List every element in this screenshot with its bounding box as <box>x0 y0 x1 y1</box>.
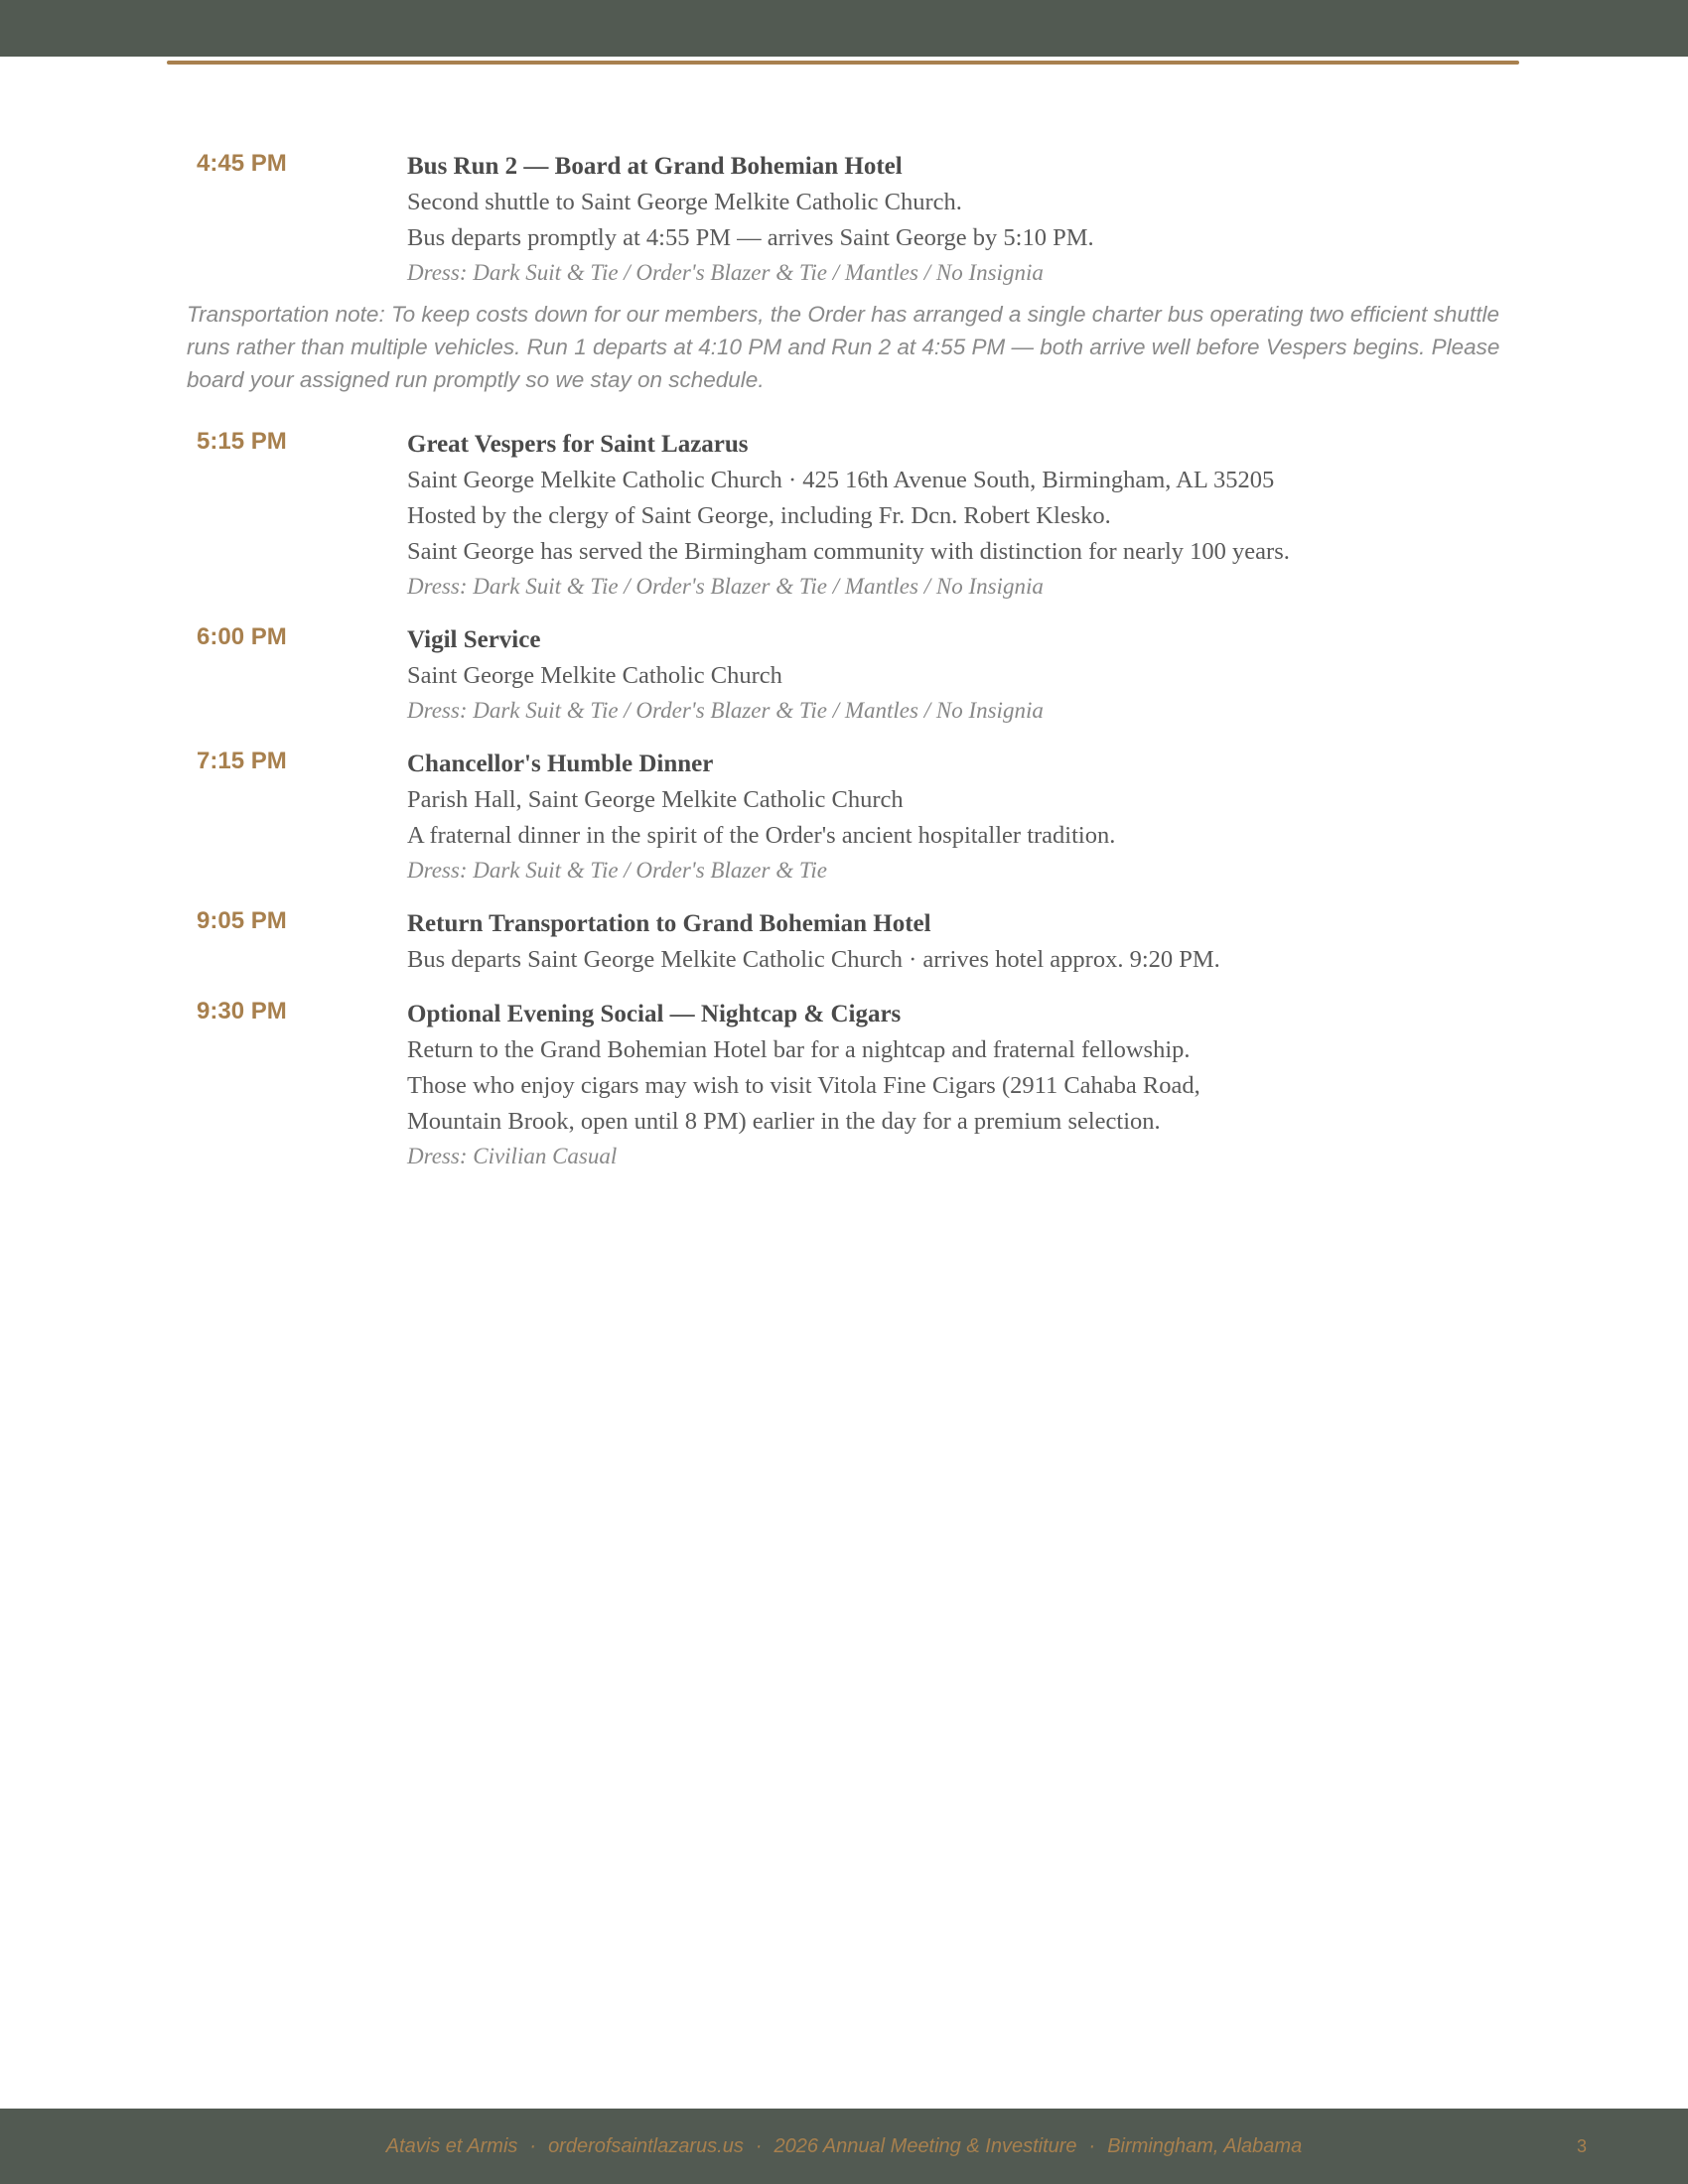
event-time: 5:15 PM <box>197 428 287 455</box>
event-time: 6:00 PM <box>197 623 287 650</box>
event-line: Second shuttle to Saint George Melkite Catholic Church. <box>407 189 962 215</box>
event-title: Great Vespers for Saint Lazarus <box>407 431 749 458</box>
event-title: Return Transportation to Grand Bohemian Hotel <box>407 910 931 937</box>
footer-event-name: 2026 Annual Meeting & Investiture <box>774 2134 1077 2157</box>
page-number: 3 <box>1577 2135 1588 2156</box>
event-details <box>407 427 1549 604</box>
footer-location: Birmingham, Alabama <box>1107 2134 1303 2157</box>
event-dress-code: Dress: Civilian Casual <box>407 1144 618 1168</box>
event-line: Saint George Melkite Catholic Church · 425 16th Avenue South, Birmingham, AL 35205 <box>407 467 1275 493</box>
event-title: Vigil Service <box>407 626 541 653</box>
event-line: Bus departs promptly at 4:55 PM — arrives Saint George by 5:10 PM. <box>407 224 1094 251</box>
header-band <box>0 0 1688 57</box>
event-title: Optional Evening Social — Nightcap & Cigars <box>407 1001 902 1027</box>
event-time: 9:30 PM <box>197 998 287 1024</box>
footer-separator: · <box>529 2134 537 2157</box>
event-details <box>407 747 1549 887</box>
event-dress-code: Dress: Dark Suit & Tie / Order's Blazer & Tie / Mantles / No Insignia <box>407 574 1044 599</box>
footer-motto: Atavis et Armis <box>385 2134 518 2157</box>
event-line: Mountain Brook, open until 8 PM) earlier in the day for a premium selection. <box>407 1108 1161 1135</box>
event-title: Bus Run 2 — Board at Grand Bohemian Hotel <box>407 153 903 180</box>
event-line: Return to the Grand Bohemian Hotel bar for a nightcap and fraternal fellowship. <box>407 1036 1191 1063</box>
event-details <box>407 622 1549 728</box>
event-line: Parish Hall, Saint George Melkite Catholic Church <box>407 786 904 813</box>
event-details <box>407 997 1549 1173</box>
footer-website-link[interactable]: orderofsaintlazarus.us <box>548 2134 744 2157</box>
event-dress-code: Dress: Dark Suit & Tie / Order's Blazer & Tie / Mantles / No Insignia <box>407 698 1044 723</box>
transportation-note: Transportation note: To keep costs down for our members, the Order has arranged a single charter bus operating two efficient shuttle runs rather than multiple vehicles. Run 1 departs at 4:10 PM and Run 2 at 4:55 PM — both arrive well before Vespers begins. Please board your assigned run promptly so we stay on schedule. <box>187 302 1500 392</box>
event-line: Those who enjoy cigars may wish to visit Vitola Fine Cigars (2911 Cahaba Road, <box>407 1072 1200 1099</box>
footer-separator: · <box>1088 2134 1096 2157</box>
event-time: 4:45 PM <box>197 150 287 177</box>
event-line: A fraternal dinner in the spirit of the Order's ancient hospitaller tradition. <box>407 822 1116 849</box>
event-line: Bus departs Saint George Melkite Catholic Church · arrives hotel approx. 9:20 PM. <box>407 946 1220 973</box>
event-time: 9:05 PM <box>197 907 287 934</box>
header-rule <box>167 61 1519 65</box>
event-details <box>407 906 1549 978</box>
event-line: Saint George has served the Birmingham community with distinction for nearly 100 years. <box>407 538 1290 565</box>
event-time: 7:15 PM <box>197 748 287 774</box>
footer-band <box>0 2109 1688 2184</box>
event-line: Saint George Melkite Catholic Church <box>407 662 782 689</box>
event-dress-code: Dress: Dark Suit & Tie / Order's Blazer & Tie / Mantles / No Insignia <box>407 260 1044 285</box>
event-title: Chancellor's Humble Dinner <box>407 751 714 777</box>
footer-text <box>0 2109 1688 2184</box>
event-details <box>407 149 1549 290</box>
footer-separator: · <box>755 2134 763 2157</box>
event-dress-code: Dress: Dark Suit & Tie / Order's Blazer & Tie <box>407 858 827 883</box>
event-line: Hosted by the clergy of Saint George, including Fr. Dcn. Robert Klesko. <box>407 502 1111 529</box>
